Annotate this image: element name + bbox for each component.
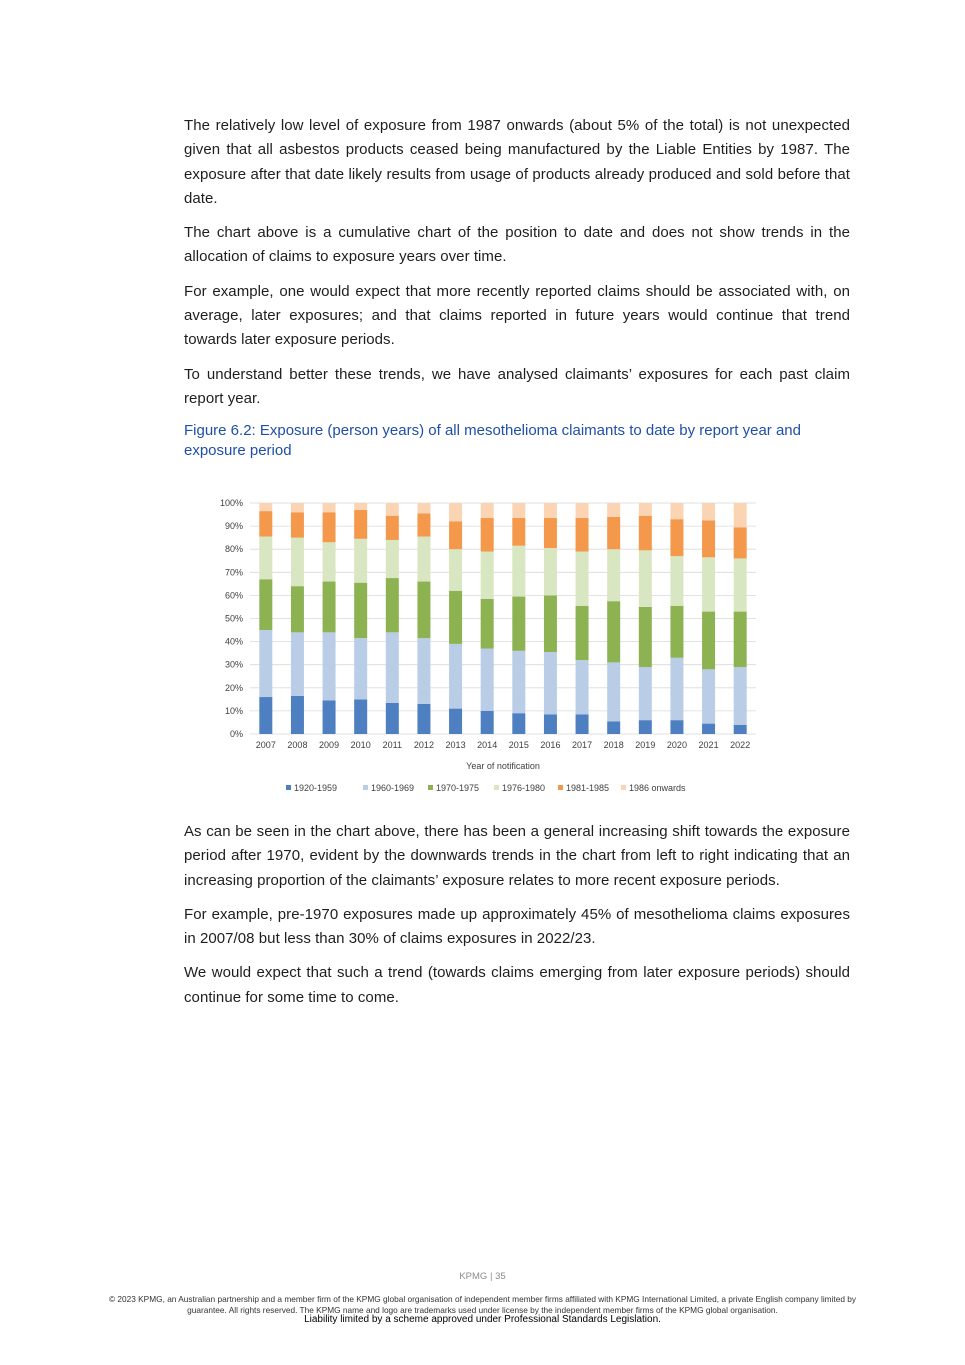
bar-segment bbox=[702, 724, 715, 734]
legend-label: 1976-1980 bbox=[502, 783, 546, 793]
bar-segment bbox=[576, 606, 589, 660]
bar-segment bbox=[291, 503, 304, 512]
x-tick-label: 2015 bbox=[508, 740, 529, 750]
legend-swatch bbox=[286, 785, 291, 790]
bar-segment bbox=[386, 503, 399, 516]
bar-segment bbox=[449, 591, 462, 644]
bar-segment bbox=[386, 632, 399, 702]
x-tick-label: 2020 bbox=[666, 740, 687, 750]
bar-segment bbox=[734, 667, 747, 725]
bar-segment bbox=[354, 539, 367, 583]
paragraph: To understand better these trends, we have analysed claimants’ exposures for each past claim report year. bbox=[184, 365, 850, 407]
x-tick-label: 2017 bbox=[572, 740, 593, 750]
bar-segment bbox=[354, 699, 367, 734]
y-tick-label: 50% bbox=[224, 613, 243, 624]
legend-swatch bbox=[428, 785, 433, 790]
x-tick-label: 2007 bbox=[255, 740, 276, 750]
bar-segment bbox=[512, 597, 525, 651]
bar-segment bbox=[354, 503, 367, 510]
y-tick-label: 70% bbox=[224, 567, 243, 578]
bar-segment bbox=[544, 652, 557, 714]
bar-segment bbox=[323, 503, 336, 512]
bar-segment bbox=[702, 520, 715, 557]
bar-segment bbox=[449, 709, 462, 734]
bar-segment bbox=[481, 599, 494, 649]
y-tick-label: 60% bbox=[224, 590, 243, 601]
bar-segment bbox=[734, 503, 747, 527]
bar-segment bbox=[670, 606, 683, 658]
bar-segment bbox=[639, 607, 652, 667]
bar-segment bbox=[323, 542, 336, 581]
bar-segment bbox=[259, 536, 272, 579]
bar-segment bbox=[702, 612, 715, 670]
bar-segment bbox=[323, 632, 336, 700]
bar-segment bbox=[512, 713, 525, 734]
bar-segment bbox=[734, 558, 747, 611]
bar-segment bbox=[323, 512, 336, 542]
bar-segment bbox=[259, 579, 272, 630]
bar-segment bbox=[734, 527, 747, 558]
x-tick-label: 2011 bbox=[382, 740, 402, 750]
paragraph: We would expect that such a trend (towards claims emerging from later exposure periods) should continue for some time to come. bbox=[184, 964, 850, 1006]
x-tick-label: 2012 bbox=[413, 740, 434, 750]
bar-segment bbox=[449, 644, 462, 709]
bar-segment bbox=[639, 550, 652, 607]
x-tick-label: 2016 bbox=[540, 740, 561, 750]
bar-segment bbox=[417, 536, 430, 581]
bar-segment bbox=[576, 518, 589, 551]
y-tick-label: 30% bbox=[224, 659, 243, 670]
bar-segment bbox=[323, 582, 336, 633]
bar-segment bbox=[481, 503, 494, 518]
bar-segment bbox=[734, 725, 747, 734]
bar-segment bbox=[670, 720, 683, 734]
bar-segment bbox=[449, 503, 462, 521]
legend-label: 1986 onwards bbox=[629, 783, 686, 793]
legend-label: 1970-1975 bbox=[436, 783, 480, 793]
bar-segment bbox=[544, 595, 557, 652]
y-tick-label: 20% bbox=[224, 682, 243, 693]
bar-segment bbox=[544, 518, 557, 548]
bar-segment bbox=[417, 638, 430, 704]
paragraph: The chart above is a cumulative chart of the position to date and does not show trends in the allocation of claims to exposure years over time. bbox=[184, 224, 850, 266]
bar-segment bbox=[417, 704, 430, 734]
bar-segment bbox=[734, 612, 747, 667]
bar-segment bbox=[512, 546, 525, 597]
footer-copyright: © 2023 KPMG, an Australian partnership and a member firm of the KPMG global organisation of independent member firms affiliated with KPMG International Limited, a private English company limited by guarantee. All rights reserved. The KPMG name and logo are trademarks used under license by the independent member firms of the KPMG global organisation. bbox=[108, 1294, 857, 1315]
bar-segment bbox=[259, 503, 272, 511]
bar-segment bbox=[386, 516, 399, 540]
paragraph: As can be seen in the chart above, there has been a general increasing shift towards the exposure period after 1970, evident by the downwards trends in the chart from left to right indicating that an increasing proportion of the claimants’ exposure relates to more recent exposure periods. bbox=[184, 823, 850, 889]
bar-segment bbox=[449, 521, 462, 549]
footer bbox=[90, 1294, 875, 1326]
bar-segment bbox=[323, 701, 336, 734]
bar-segment bbox=[702, 503, 715, 520]
bar-segment bbox=[607, 503, 620, 517]
bar-segment bbox=[386, 578, 399, 632]
legend-swatch bbox=[363, 785, 368, 790]
x-tick-label: 2021 bbox=[698, 740, 719, 750]
y-tick-label: 100% bbox=[219, 498, 243, 508]
paragraph: For example, pre-1970 exposures made up approximately 45% of mesothelioma claims exposures in 2007/08 but less than 30% of claims exposures in 2022/23. bbox=[184, 905, 850, 948]
bar-segment bbox=[544, 503, 557, 518]
y-tick-label: 90% bbox=[224, 521, 243, 532]
bar-segment bbox=[702, 669, 715, 723]
bar-segment bbox=[607, 517, 620, 549]
x-tick-label: 2019 bbox=[635, 740, 656, 750]
bar-segment bbox=[639, 503, 652, 516]
bar-segment bbox=[354, 638, 367, 699]
bar-segment bbox=[670, 503, 683, 519]
bar-segment bbox=[544, 548, 557, 595]
bar-segment bbox=[639, 516, 652, 551]
bar-segment bbox=[291, 538, 304, 587]
bar-segment bbox=[512, 503, 525, 518]
footer-liability: Liability limited by a scheme approved under Professional Standards Legislation. bbox=[304, 1314, 661, 1326]
body-text-bottom bbox=[184, 820, 850, 1020]
y-tick-label: 10% bbox=[224, 705, 243, 716]
bar-segment bbox=[512, 651, 525, 713]
figure-caption: Figure 6.2: Exposure (person years) of all mesothelioma claimants to date by report year and exposure period bbox=[184, 422, 801, 460]
legend-label: 1920-1959 bbox=[294, 783, 338, 793]
y-tick-label: 40% bbox=[224, 636, 243, 647]
x-tick-label: 2022 bbox=[730, 740, 751, 750]
bar-segment bbox=[291, 632, 304, 696]
x-tick-label: 2018 bbox=[603, 740, 624, 750]
bar-segment bbox=[291, 512, 304, 537]
bar-segment bbox=[670, 556, 683, 606]
bar-segment bbox=[386, 540, 399, 578]
x-tick-label: 2013 bbox=[445, 740, 466, 750]
bar-segment bbox=[481, 518, 494, 551]
bar-segment bbox=[639, 720, 652, 734]
bar-segment bbox=[386, 703, 399, 734]
bar-segment bbox=[576, 552, 589, 606]
bar-segment bbox=[607, 721, 620, 734]
bar-segment bbox=[481, 552, 494, 599]
y-tick-label: 0% bbox=[229, 729, 243, 739]
bar-segment bbox=[576, 714, 589, 734]
paragraph: For example, one would expect that more recently reported claims should be associated with, on average, later exposures; and that claims reported in future years would continue that trend towards later exposure periods. bbox=[184, 282, 850, 349]
bar-segment bbox=[354, 510, 367, 539]
x-axis-title: Year of notification bbox=[466, 761, 540, 771]
bar-segment bbox=[670, 519, 683, 556]
bar-segment bbox=[607, 662, 620, 721]
legend-swatch bbox=[494, 785, 499, 790]
bar-segment bbox=[481, 649, 494, 711]
bar-segment bbox=[417, 582, 430, 639]
bar-segment bbox=[607, 601, 620, 662]
bar-segment bbox=[576, 660, 589, 714]
x-tick-label: 2010 bbox=[350, 740, 371, 750]
bar-segment bbox=[291, 696, 304, 734]
bar-segment bbox=[259, 697, 272, 734]
bar-segment bbox=[417, 503, 430, 513]
x-tick-label: 2008 bbox=[287, 740, 308, 750]
page-number: KPMG | 35 bbox=[459, 1271, 506, 1282]
bar-segment bbox=[639, 667, 652, 720]
bar-segment bbox=[291, 586, 304, 632]
bar-segment bbox=[417, 513, 430, 536]
bar-segment bbox=[449, 549, 462, 591]
legend-swatch bbox=[621, 785, 626, 790]
bar-segment bbox=[512, 518, 525, 546]
paragraph: The relatively low level of exposure from 1987 onwards (about 5% of the total) is not unexpected given that all asbestos products ceased being manufactured by the Liable Entities by 1987. The exposure after that date likely results from usage of products already produced and sold before that date. bbox=[184, 117, 850, 207]
bar-segment bbox=[607, 549, 620, 601]
y-tick-label: 80% bbox=[224, 544, 243, 555]
legend-label: 1960-1969 bbox=[371, 783, 415, 793]
stacked-bar-chart bbox=[200, 490, 770, 800]
x-tick-label: 2009 bbox=[319, 740, 340, 750]
bar-segment bbox=[702, 557, 715, 611]
bar-segment bbox=[354, 583, 367, 638]
bar-segment bbox=[544, 714, 557, 734]
legend-swatch bbox=[558, 785, 563, 790]
x-tick-label: 2014 bbox=[477, 740, 498, 750]
legend-label: 1981-1985 bbox=[566, 783, 610, 793]
body-text-top bbox=[184, 114, 850, 461]
bar-segment bbox=[481, 711, 494, 734]
bar-segment bbox=[259, 630, 272, 697]
bar-segment bbox=[259, 511, 272, 536]
bar-segment bbox=[670, 658, 683, 720]
bar-segment bbox=[576, 503, 589, 518]
